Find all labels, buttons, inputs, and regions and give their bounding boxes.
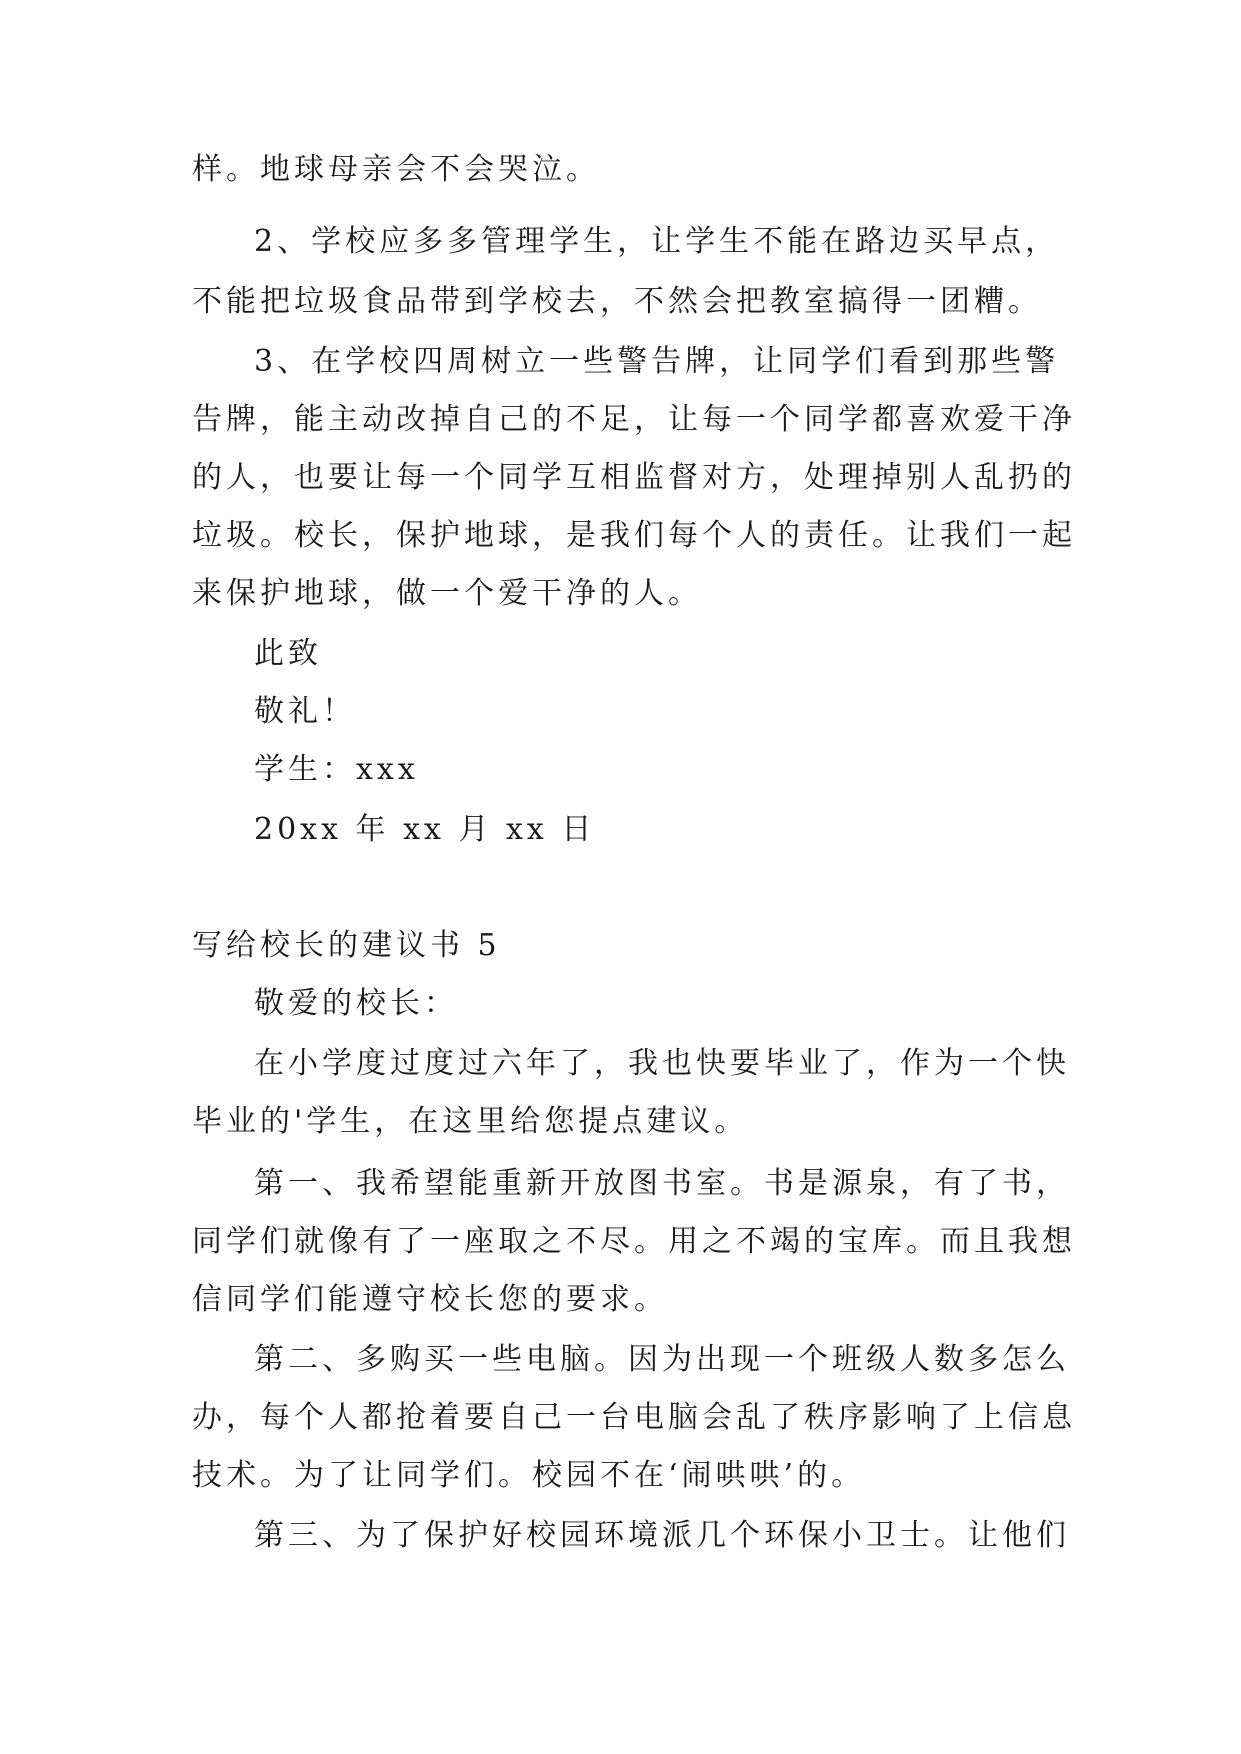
text-line: 办，每个人都抢着要自己一台电脑会乱了秩序影响了上信息 xyxy=(192,1400,1076,1435)
text-line: 告牌，能主动改掉自己的不足，让每一个同学都喜欢爱干净 xyxy=(192,402,1076,437)
text-line: 毕业的'学生，在这里给您提点建议。 xyxy=(192,1104,749,1139)
section-title: 写给校长的建议书 5 xyxy=(192,928,501,963)
salutation: 敬爱的校长： xyxy=(254,986,458,1021)
text-line: 同学们就像有了一座取之不尽。用之不竭的宝库。而且我想 xyxy=(192,1224,1076,1259)
text-line: 样。地球母亲会不会哭泣。 xyxy=(192,152,600,187)
text-line: 3、在学校四周树立一些警告牌，让同学们看到那些警 xyxy=(254,344,1060,379)
text-line: 2、学校应多多管理学生，让学生不能在路边买早点， xyxy=(254,224,1060,259)
closing-salute: 敬礼！ xyxy=(254,694,356,729)
text-line: 来保护地球，做一个爱干净的人。 xyxy=(192,576,702,611)
text-line: 垃圾。校长，保护地球，是我们每个人的责任。让我们一起 xyxy=(192,518,1076,553)
text-line: 技术。为了让同学们。校园不在‘闹哄哄’的。 xyxy=(192,1458,866,1493)
text-line: 信同学们能遵守校长您的要求。 xyxy=(192,1282,668,1317)
text-line: 的人，也要让每一个同学互相监督对方，处理掉别人乱扔的 xyxy=(192,460,1076,495)
date-line: 20xx 年 xx 月 xx 日 xyxy=(254,812,596,847)
signature-line: 学生：xxx xyxy=(254,752,419,787)
text-line: 不能把垃圾食品带到学校去，不然会把教室搞得一团糟。 xyxy=(192,284,1042,319)
text-line: 第三、为了保护好校园环境派几个环保小卫士。让他们 xyxy=(254,1518,1070,1553)
text-line: 第二、多购买一些电脑。因为出现一个班级人数多怎么 xyxy=(254,1342,1070,1377)
text-line: 在小学度过度过六年了，我也快要毕业了，作为一个快 xyxy=(254,1046,1070,1081)
closing-phrase: 此致 xyxy=(254,636,322,671)
text-line: 第一、我希望能重新开放图书室。书是源泉，有了书， xyxy=(254,1166,1070,1201)
